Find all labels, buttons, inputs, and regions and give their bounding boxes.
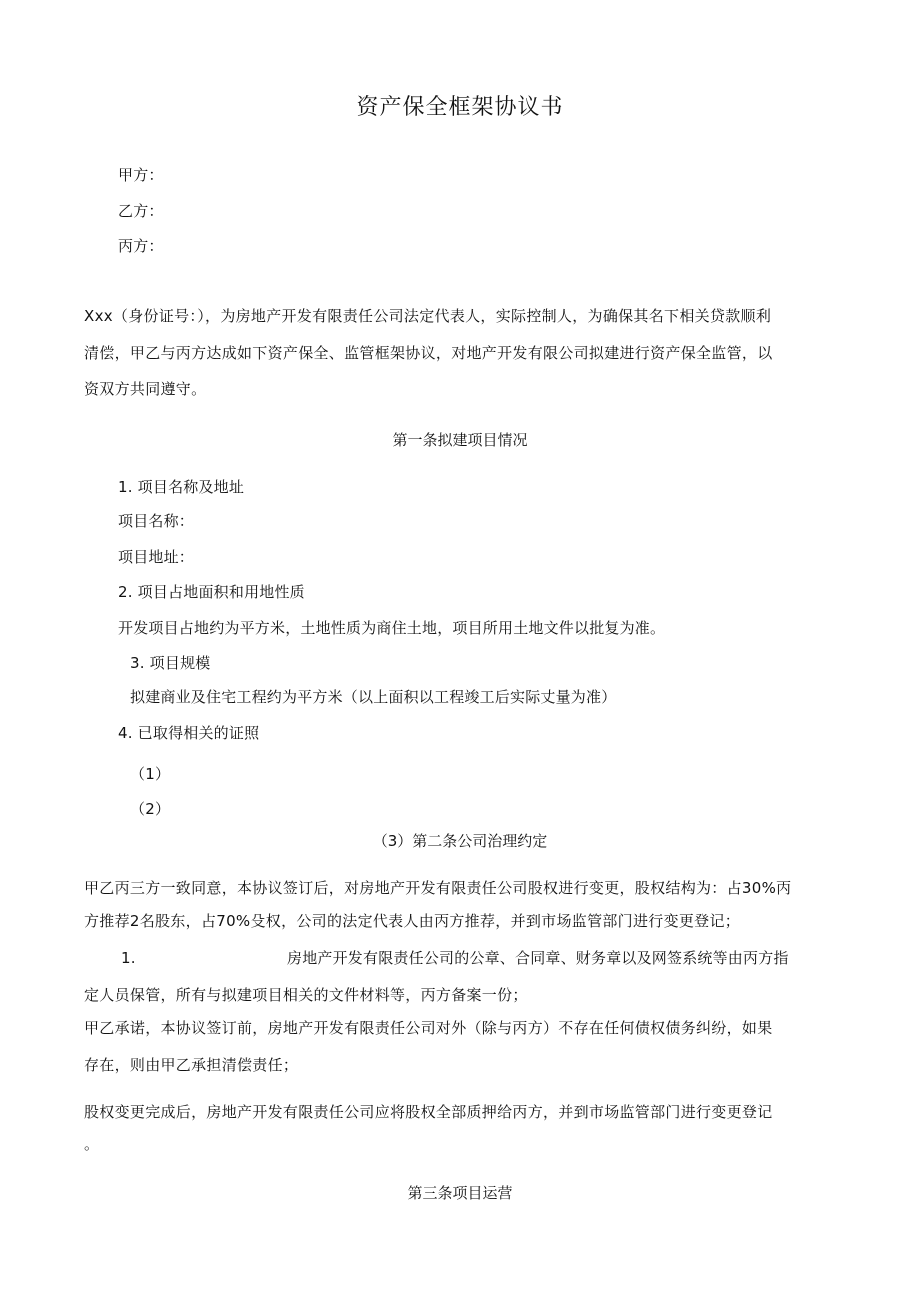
article-2-heading: （3）第二条公司治理约定 [372, 832, 548, 850]
article-2-para-2-line-2: 定人员保管，所有与拟建项目相关的文件材料等，丙方备案一份； [84, 986, 528, 1004]
party-c-label: 丙方： [118, 237, 164, 255]
intro-line-1: Xxx（身份证号：），为房地产开发有限责任公司法定代表人，实际控制人，为确保其名下相关贷款顺利 [84, 307, 772, 325]
article-2-para-3-line-1: 甲乙承诺，本协议签订前，房地产开发有限责任公司对外（除与丙方）不存在任何债权债务纠纷，如果 [84, 1019, 773, 1037]
article-1-heading: 第一条拟建项目情况 [392, 431, 528, 449]
article-1-item-3: 3. 项目规模 [130, 654, 211, 672]
article-2-para-2-number: 1. [121, 949, 136, 967]
article-1-item-4: 4. 已取得相关的证照 [118, 724, 260, 742]
article-2-para-4-line-2: 。 [84, 1135, 100, 1153]
article-2-para-1-line-2: 方推荐2名股东，占70%殳权，公司的法定代表人由丙方推荐，并到市场监管部门进行变更登记； [84, 912, 741, 930]
article-2-para-3-line-2: 存在，则由甲乙承担清偿责任； [84, 1056, 299, 1074]
article-2-para-1-line-1: 甲乙丙三方一致同意，本协议签订后，对房地产开发有限责任公司股权进行变更，股权结构为：占30%丙 [84, 879, 792, 897]
article-1-item-2-text: 开发项目占地约为平方米，土地性质为商住土地，项目所用土地文件以批复为准。 [118, 619, 666, 637]
project-address-label: 项目地址： [118, 548, 195, 566]
article-1-sub-1: （1） [130, 765, 171, 783]
project-name-label: 项目名称： [118, 512, 195, 530]
party-a-label: 甲方： [118, 166, 164, 184]
article-3-heading: 第三条项目运营 [407, 1184, 513, 1202]
intro-line-2: 清偿，甲乙与丙方达成如下资产保全、监管框架协议，对地产开发有限公司拟建进行资产保全监管，以 [84, 344, 773, 362]
article-2-para-2-line-1: 房地产开发有限责任公司的公章、合同章、财务章以及网签系统等由丙方指 [287, 949, 789, 967]
party-b-label: 乙方： [118, 202, 164, 220]
document-title: 资产保全框架协议书 [356, 95, 564, 120]
article-1-item-3-text: 拟建商业及住宅工程约为平方米（以上面积以工程竣工后实际丈量为准） [130, 688, 617, 706]
article-1-sub-2: （2） [130, 800, 171, 818]
article-1-item-1: 1. 项目名称及地址 [118, 478, 245, 496]
article-2-para-4-line-1: 股权变更完成后，房地产开发有限责任公司应将股权全部质押给丙方，并到市场监管部门进行变更登记 [84, 1103, 773, 1121]
article-1-item-2: 2. 项目占地面积和用地性质 [118, 583, 305, 601]
intro-line-3: 资双方共同遵守。 [84, 380, 207, 398]
